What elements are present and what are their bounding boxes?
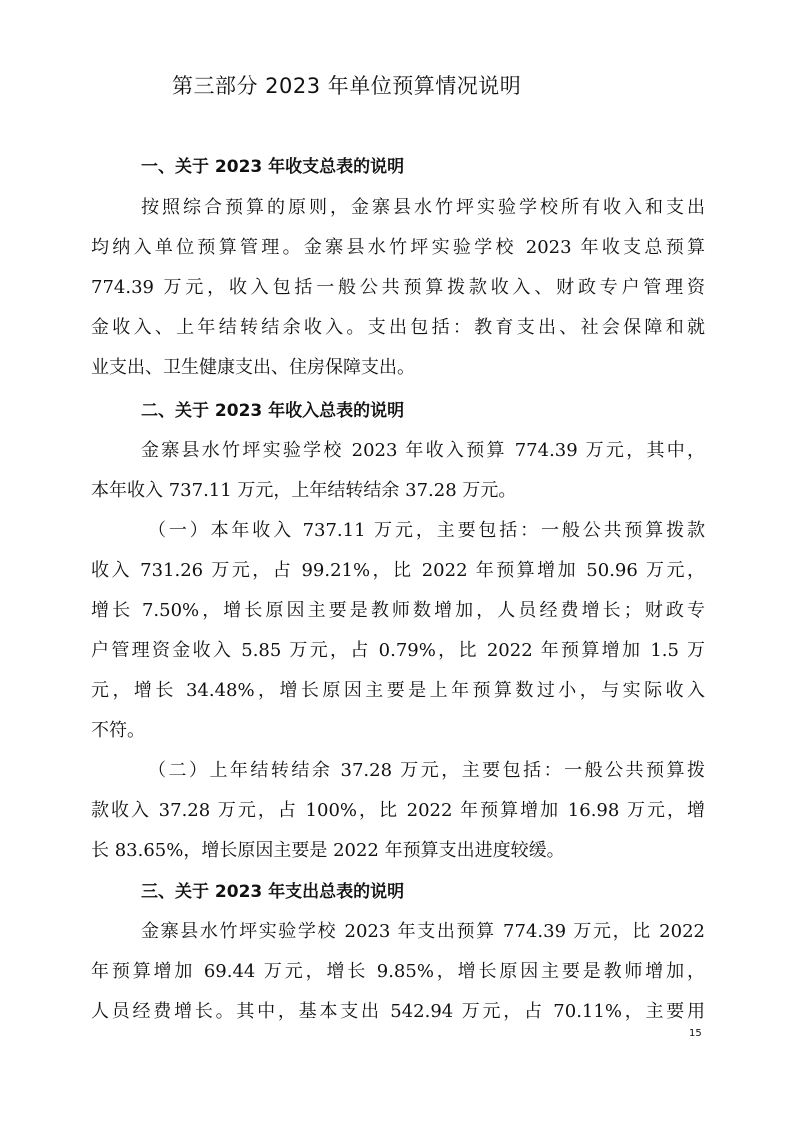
paragraph-line: 本年收入 737.11 万元，上年结转结余 37.28 万元。 — [91, 480, 517, 501]
paragraph-line: 金寨县水竹坪实验学校 2023 年收入预算 774.39 万元，其中， — [141, 440, 705, 461]
page-number: 15 — [689, 1028, 702, 1039]
paragraph-line: 金收入、上年结转结余收入。支出包括：教育支出、社会保障和就 — [91, 317, 705, 338]
section-heading: 三、关于 2023 年支出总表的说明 — [141, 882, 405, 902]
paragraph-line: 774.39 万元，收入包括一般公共预算拨款收入、财政专户管理资 — [91, 277, 705, 298]
paragraph-line: 均纳入单位预算管理。金寨县水竹坪实验学校 2023 年收支总预算 — [91, 237, 705, 258]
paragraph-line: 金寨县水竹坪实验学校 2023 年支出预算 774.39 万元，比 2022 — [141, 921, 705, 942]
section-heading: 二、关于 2023 年收入总表的说明 — [141, 401, 405, 421]
page-title: 第三部分 2023 年单位预算情况说明 — [172, 74, 522, 98]
paragraph-line: 业支出、卫生健康支出、住房保障支出。 — [91, 357, 415, 378]
paragraph-line: 收入 731.26 万元，占 99.21%，比 2022 年预算增加 50.96 万元， — [91, 560, 705, 581]
paragraph-line: 元，增长 34.48%，增长原因主要是上年预算数过小，与实际收入 — [91, 680, 705, 701]
paragraph-line: 按照综合预算的原则，金寨县水竹坪实验学校所有收入和支出 — [141, 197, 705, 218]
paragraph-line: （二）上年结转结余 37.28 万元，主要包括：一般公共预算拨 — [148, 760, 705, 781]
paragraph-line: 人员经费增长。其中，基本支出 542.94 万元，占 70.11%，主要用 — [91, 1001, 705, 1022]
paragraph-line: （一）本年收入 737.11 万元，主要包括：一般公共预算拨款 — [148, 520, 705, 541]
section-heading: 一、关于 2023 年收支总表的说明 — [141, 157, 405, 177]
paragraph-line: 不符。 — [91, 720, 145, 741]
paragraph-line: 年预算增加 69.44 万元，增长 9.85%，增长原因主要是教师增加， — [91, 961, 705, 982]
paragraph-line: 增长 7.50%，增长原因主要是教师数增加，人员经费增长；财政专 — [91, 600, 705, 621]
paragraph-line: 户管理资金收入 5.85 万元，占 0.79%，比 2022 年预算增加 1.5 万 — [91, 640, 705, 661]
paragraph-line: 款收入 37.28 万元，占 100%，比 2022 年预算增加 16.98 万元，增 — [91, 800, 705, 821]
paragraph-line: 长 83.65%，增长原因主要是 2022 年预算支出进度较缓。 — [91, 840, 565, 861]
